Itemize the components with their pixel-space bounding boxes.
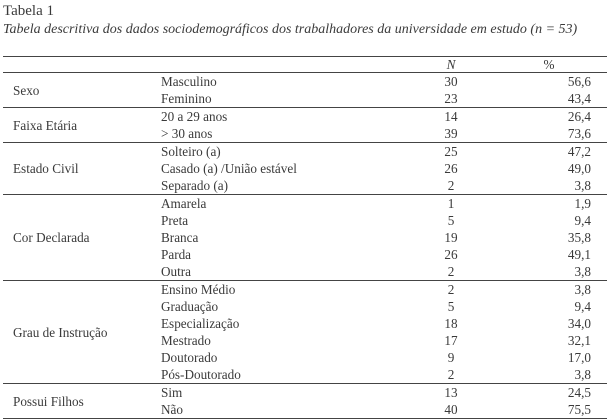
subcategory-label: Feminino <box>161 91 212 106</box>
table-row <box>3 384 607 402</box>
subcategory-label: Especialização <box>161 316 240 331</box>
data-table-container <box>3 56 607 419</box>
sociodemographic-table <box>3 57 607 418</box>
count-value: 5 <box>447 213 455 228</box>
percent-value: 34,0 <box>567 316 591 331</box>
count-value: 14 <box>411 108 491 126</box>
header-subcategory <box>153 57 411 73</box>
count-value: 2 <box>411 281 491 299</box>
table-caption: Tabela descritiva dos dados sociodemográficos dos trabalhadores da universidade em estudo (n = 53) <box>3 22 578 37</box>
category-label: Estado Civil <box>3 143 153 195</box>
count-value: 17 <box>444 333 458 348</box>
percent-value: 47,2 <box>491 143 607 161</box>
count-value: 19 <box>444 230 458 245</box>
percent-value: 26,4 <box>491 108 607 126</box>
table-row <box>3 73 607 91</box>
percent-value: 9,4 <box>574 299 591 314</box>
category-label: Grau de Instrução <box>3 281 153 384</box>
percent-value: 56,6 <box>567 74 591 89</box>
percent-value: 3,8 <box>574 264 591 279</box>
count-value: 9 <box>447 350 455 365</box>
percent-value: 1,9 <box>491 195 607 213</box>
table-row <box>3 281 607 299</box>
percent-value: 49,0 <box>567 161 591 176</box>
percent-value: 3,8 <box>574 367 591 382</box>
header-category <box>3 57 153 73</box>
percent-value: 73,6 <box>567 126 591 141</box>
count-value: 2 <box>447 367 455 382</box>
percent-value: 35,8 <box>567 230 591 245</box>
category-label: Possui Filhos <box>3 384 153 419</box>
category-label: Faixa Etária <box>3 108 153 143</box>
subcategory-label: Mestrado <box>161 333 211 348</box>
subcategory-label: Preta <box>161 213 189 228</box>
percent-value: 3,8 <box>574 178 591 193</box>
count-value: 23 <box>444 91 458 106</box>
subcategory-label: Outra <box>161 264 192 279</box>
subcategory-label: Doutorado <box>161 350 218 365</box>
percent-value: 9,4 <box>574 213 591 228</box>
count-value: 2 <box>447 264 455 279</box>
count-value: 18 <box>444 316 458 331</box>
subcategory-label: Sim <box>153 384 411 402</box>
category-label: Sexo <box>13 82 40 98</box>
subcategory-label: > 30 anos <box>161 126 213 141</box>
count-value: 30 <box>444 74 458 89</box>
percent-value: 17,0 <box>567 350 591 365</box>
subcategory-label: Branca <box>161 230 199 245</box>
subcategory-label: Separado (a) <box>161 178 228 193</box>
count-value: 13 <box>411 384 491 402</box>
percent-value: 43,4 <box>567 91 591 106</box>
subcategory-label: Ensino Médio <box>153 281 411 299</box>
count-value: 2 <box>447 178 455 193</box>
subcategory-label: Amarela <box>153 195 411 213</box>
header-n: N <box>446 57 456 72</box>
category-label: Cor Declarada <box>3 195 153 281</box>
table-row <box>3 143 607 161</box>
percent-value: 24,5 <box>491 384 607 402</box>
count-value: 26 <box>444 247 458 262</box>
subcategory-label: Solteiro (a) <box>153 143 411 161</box>
header-percent: % <box>543 57 555 72</box>
subcategory-label: Masculino <box>161 74 217 89</box>
subcategory-label: 20 a 29 anos <box>153 108 411 126</box>
percent-value: 49,1 <box>567 247 591 262</box>
table-header-row <box>3 57 607 73</box>
subcategory-label: Parda <box>161 247 192 262</box>
subcategory-label: Pós-Doutorado <box>161 367 241 382</box>
count-value: 1 <box>411 195 491 213</box>
percent-value: 3,8 <box>491 281 607 299</box>
count-value: 26 <box>444 161 458 176</box>
table-body <box>3 73 607 419</box>
percent-value: 75,5 <box>567 402 591 417</box>
subcategory-label: Casado (a) /União estável <box>161 161 297 176</box>
table-row <box>3 108 607 126</box>
count-value: 5 <box>447 299 455 314</box>
count-value: 39 <box>444 126 458 141</box>
count-value: 40 <box>444 402 458 417</box>
table-row <box>3 195 607 213</box>
count-value: 25 <box>411 143 491 161</box>
subcategory-label: Não <box>161 402 183 417</box>
table-title: Tabela 1 <box>3 3 55 19</box>
percent-value: 32,1 <box>567 333 591 348</box>
subcategory-label: Graduação <box>161 299 219 314</box>
